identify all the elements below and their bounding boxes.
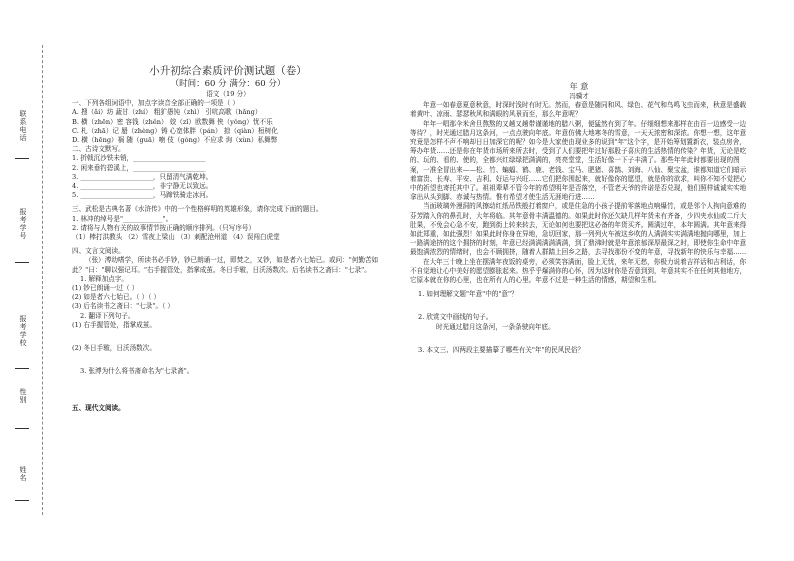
school-field-line — [15, 368, 29, 369]
article-paragraph: 年意一如春意夏意秋意，时深时浅时有时无。然而，春意是随同和风、绿色、花气和鸟鸣飞虫而来，秋意是盛载着黄叶、凉雨、瑟瑟秋风和满眼的风景而至，那么年意呢？ — [410, 101, 747, 119]
article-author: 冯骥才 — [569, 92, 589, 100]
q2-item: 2. 闲来垂钓碧溪上，______________________ — [72, 163, 206, 172]
name-field-line — [15, 500, 29, 501]
q3-item: 2. 请将与人物有关的故事情节按正确的顺序排列。（只写序号） — [72, 223, 256, 232]
question-2: 二、古诗文默写。 — [72, 145, 125, 154]
article-paragraph: 当面玻璃外漫洞的风擦动红纸吊铁般打着窗户，或是住急的小孩子提前零落地点响爆竹，或是邻个人拘向意难的芬芳踏入你的鼻孔时，大年将临。其年意骨丰满温德的。如果此时你还欠缺几样年货未有齐备，少四夹水仙或二斤大肚果，不免会心急不安，跑到街上转来转去，无论如何也要把这必备的年货买齐。圆满过年，本年圆满。其年意来得如此郑重，如此强烈！如果此时你身在异地，急切回家，那一列列火车被这乡吹的人满满实实满满地抛向哪里，加上一路满途挤的这个拥挤的时刻，年意已经满满满满满满，到了鼎沸时就是年意浓郁深厚最深之时，即使你生命中年意最饱满浓烈的情绪时，也会不顾拥挤，随着人群踏上回乡之路，去寻找那份不变的年意，寻找新年的快乐与幸福…… — [410, 202, 747, 257]
q4-item: (2) 如是者六七始已。（ ）（ ） — [72, 293, 161, 302]
reading-question-2-quote: 时光通过腊月这条河，一条条驶向年底。 — [436, 322, 555, 331]
q4-item: (1) 右手握管处，指掌成茧。 — [72, 320, 156, 329]
reading-question-1: 1. 如何理解文题"年意"中的"意"？ — [418, 290, 518, 299]
binding-margin — [0, 0, 58, 561]
question-1: 一、下列各组词语中，加点字读音全部正确的一项是（ ） — [72, 99, 239, 108]
gender-label: 性别 — [19, 388, 27, 404]
question-5: 五、现代文阅读。 — [72, 404, 125, 413]
q4-item: (1) 钞已朗诵一过（ ） — [72, 284, 139, 293]
article-paragraph: 在大年三十晚上坐在摆满年夜饭的桌旁，必须笑容满面，脸上无忧，来年无愁，你极力说着吉祥话和吉利话，你不自觉地让心中美好的愿望膨胀起来。热乎乎爆满你的心怀，因为这时你是否意到到，年意其实不在任何其他地方，它原本就在你的心里，也在所有人的心里。年意不过是一种生活的情感，期望和生机。 — [410, 257, 747, 285]
q3-item: 1. 林冲的绰号是"____________"。 — [72, 214, 173, 223]
q4-item: (3) 后名读书之斋曰："七录"。（ ） — [72, 302, 175, 311]
binding-line — [42, 45, 43, 515]
q4-item: 2. 翻译下列句子。 — [80, 311, 135, 320]
number-label: 报考学号 — [19, 208, 27, 240]
reading-question-2: 2. 欣赏文中画线的句子。 — [418, 313, 493, 322]
left-column — [72, 64, 384, 414]
q2-item: 5. ______________________，马蹄铁骑走冰河。 — [72, 191, 213, 200]
q2-item: 3. ______________________，只留清气满乾坤。 — [72, 172, 213, 181]
gender-field-line — [15, 428, 29, 429]
phone-label: 联系电话 — [19, 110, 27, 142]
phone-field-line — [15, 158, 29, 159]
q1-option-a: A. 搜（ǎi）坊 蔬甘（zhí） 粗犷愚钝（zhì） 引吭高歌（hǎng） — [72, 108, 262, 117]
number-field-line — [15, 262, 29, 263]
question-4: 四、文言文阅读。 — [72, 247, 125, 256]
right-column — [410, 82, 748, 355]
article-paragraph: 年年一唱那伞米舍旦熬熬的又趟又趟带谨谨地的腊八粥，便猛然有到了年。仔细细想来那样在由百一边感受一边等待？，时光通过腊月这条河，一点点驶向年底。年意仿佛大地寒冬的雪意，一天天浓密和深浓。你想一想，这年意究竟是怎样不声不响却日日加深它的呢？如今是大家使由现业多的说到"年"这个字，是开始筹划置新衣，装点房舍，筹办年货……还是你在年货市场所来所去时，受到了人们要把年过好那股子喜庆的生活热情的传染？年货，无论是吃的、玩的、看的、使的，全都兴红绿绿把满满的，亮亮堂堂，生活好像一下子丰满了。那些年年此时都要出现的图案，一准全冒出来——松、竹、蝙蝠、鹤、鹿、老钱、宝马、肥猪、喜鹊、刘海、八仙、聚宝盆，谁都知道它们暗示着富贵、长寿、平安、吉利、好运与兴旺……它们把你围起来，就好像你的愿望，就是你的欲求，叫你不知不觉把心中的祈望也寄托其中了。祖祖辈辈不管今年的希望明年是否落空，不管老天爷的许诺是否兑现，他们照样诚诚实实地拿出从头到脚、赤诚与热情。惟有希望才使生活无涯地行进…… — [410, 119, 747, 202]
q1-option-b: B. 横（zhēn）密 容钱（zhěn） 姣（zǐ）欧数舞 侠（yǒng）忧不乐 — [72, 117, 273, 126]
classical-text: （张）溥幼嗜学，所读书必手钞，钞已朗诵一过，即焚之，又钞，如是者六七始已。或问："何勤苦如此？"曰："聊以强记耳。"右手握管处，指掌成茧。冬日手皲，日沃汤数次。后名读书之斋曰："七录"。 — [72, 256, 379, 274]
q4-item: 1. 解释加点字。 — [80, 274, 128, 283]
q1-option-c: C. 札（zhā）记 蜃（zhèng）铸 心宽体胖（pán） 掠（qiàn）桓树化 — [72, 126, 278, 135]
article-title: 年 意 — [569, 82, 589, 91]
q3-item: （1）棒打洪教头 （2）雪夜上梁山 （3）刺配沧州道 （4）误闯白虎堂 — [72, 233, 280, 242]
school-label: 报考学校 — [19, 315, 27, 347]
q1-option-d: D. 横（hēng）祸 随（guā）喃 伎（gòng）不应求 询（xùn）私舞弊 — [72, 136, 278, 145]
q4-item: 3. 张溥为什么将书斋命名为"七录斋"。 — [80, 367, 194, 376]
exam-title: 小升初综合素质评价测试题（卷） — [149, 65, 307, 77]
question-3: 三、武松是古典名著《水浒传》中的一个性格鲜明的英雄形象，请你完成下面的题目。 — [72, 205, 323, 214]
exam-time-score: （时间：60 分 满分：60 分） — [170, 79, 286, 89]
chinese-section-heading: 语文（19 分） — [206, 90, 250, 98]
q2-item: 4. ______________________，非宁静无以致远。 — [72, 182, 213, 191]
q2-item: 1. 折戟沉沙铁未销，______________________ — [72, 154, 206, 163]
q4-item: (2) 冬日手皲，日沃汤数次。 — [72, 344, 156, 353]
name-label: 姓名 — [19, 466, 27, 482]
reading-question-3: 3. 本文三、四两段主要描摹了哪些有关"年"的民风民俗？ — [418, 345, 585, 354]
